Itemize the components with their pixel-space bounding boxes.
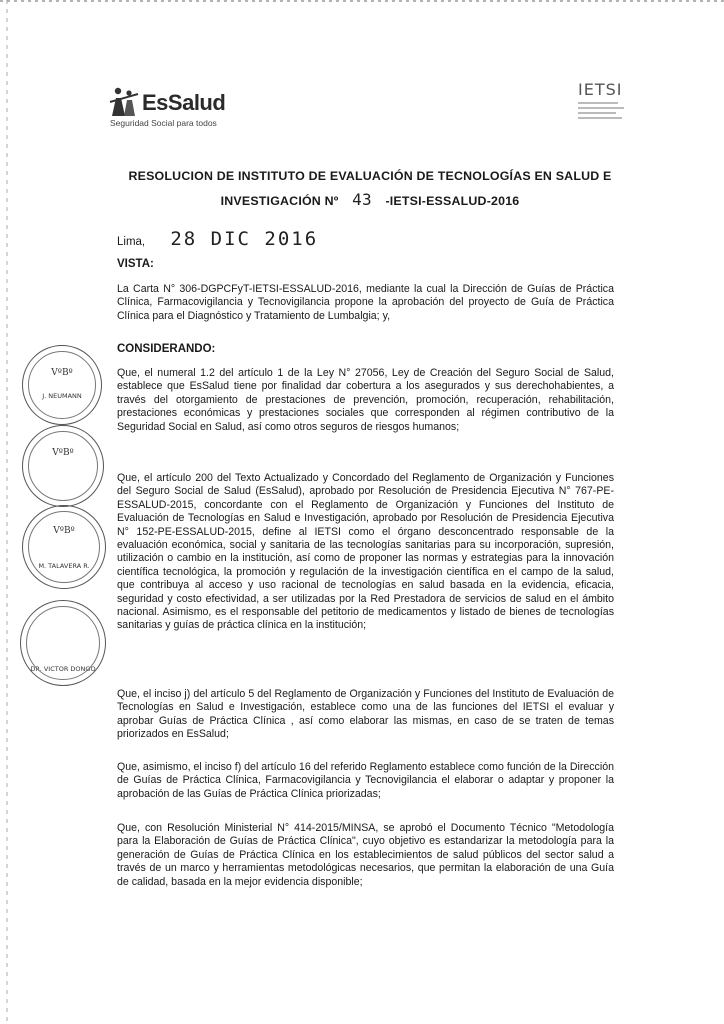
essalud-logo	[108, 86, 268, 134]
resolution-title	[110, 164, 630, 213]
logo-name: EsSalud	[142, 90, 226, 115]
seal-name: DR. VICTOR DONGO	[30, 665, 96, 673]
vista-paragraph: La Carta N° 306-DGPCFyT-IETSI-ESSALUD-2016, mediante la cual la Dirección de Guías de Práctica Clínica, Farmacovigilancia y Tecnovigilancia propone la aprobación del proyecto de Guía de Práctica Clínica para el Diagnóstico y Tratamiento de Lumbalgia; y,	[117, 283, 614, 322]
logo-tagline: Seguridad Social para todos	[110, 118, 217, 128]
title-prefix: INVESTIGACIÓN Nº	[220, 194, 339, 208]
paragraph-2: Que, el artículo 200 del Texto Actualizado y Concordado del Reglamento de Organización y Funciones del Seguro Social de Salud (EsSalud), aprobado por Resolución de Presidencia Ejecutiva N° 767-PE-ESSALUD-2015, concordante con el Reglamento de Organización y Funciones del Instituto de Evaluación de Tecnologías en Salud e Investigación, aprobado por Resolución de Presidencia Ejecutiva N° 152-PE-ESSALUD-2015, define al IETSI como el órgano desconcentrado responsable de la evaluación económica, social y sanitaria de las tecnologías sanitarias para su incorporación, supresión, utilización o cambio en la institución, así como de proponer las normas y estrategias para la innovación científica tecnológica, la promoción y regulación de la investigación científica en el campo de la salud, que contribuya al acceso y uso racional de tecnologías en salud basada en la evidencia, eficacia, seguridad y costo efectividad, a ser utilizadas por la Red Prestadora de servicios de salud en el ámbito nacional. Asimismo, es el responsable del petitorio de medicamentos y listado de bienes de tecnologías sanitarias y guías de práctica clínica en la institución;	[117, 472, 614, 632]
paragraph-3: Que, el inciso j) del artículo 5 del Reglamento de Organización y Funciones del Instituto de Evaluación de Tecnologías en Salud e Investigación, establece como una de las funciones del IETSI el evaluar y aprobar Guías de Práctica Clínica , así como elaborar las mismas, en caso de se traten de temas priorizados en EsSalud;	[117, 688, 614, 741]
seal-name: M. TALAVERA R.	[38, 562, 90, 570]
ietsi-logo	[578, 80, 638, 136]
approval-seal-4	[20, 600, 106, 686]
ietsi-name: IETSI	[578, 80, 623, 99]
seal-name: J. NEUMANN	[42, 392, 82, 400]
title-line-2	[110, 188, 630, 213]
paragraph-1: Que, el numeral 1.2 del artículo 1 de la Ley N° 27056, Ley de Creación del Seguro Social de Salud, establece que EsSalud tiene por finalidad dar cobertura a los asegurados y sus derechohabientes, a través del otorgamiento de prestaciones de prevención, promoción, recuperación, rehabilitación, prestaciones económicas y prestaciones sociales que corresponden al régimen contributivo de la Seguridad Social en Salud, así como otros seguros de riesgos humanos;	[117, 367, 614, 433]
approval-seal-1	[22, 345, 102, 425]
approval-seal-2	[22, 425, 104, 507]
resolution-number: 43	[352, 190, 372, 209]
scan-edge-left	[6, 0, 8, 1024]
paragraph-4: Que, asimismo, el inciso f) del artículo 16 del referido Reglamento establece como función de la Dirección de Guías de Práctica Clínica, Farmacovigilancia y Tecnovigilancia el elaborar o adaptar y proponer la aprobación de las Guías de Práctica Clínica priorizadas;	[117, 761, 614, 800]
scan-edge-top	[0, 0, 724, 2]
date-stamp: 28 DIC 2016	[170, 228, 319, 250]
title-line-1: RESOLUCION DE INSTITUTO DE EVALUACIÓN DE TECNOLOGÍAS EN SALUD E	[128, 169, 612, 183]
ietsi-subtitle-lines	[578, 102, 638, 119]
date-line	[117, 228, 318, 250]
seal-vb: VºBº	[51, 368, 73, 378]
approval-seal-3	[22, 505, 106, 589]
seal-vb: VºBº	[53, 526, 75, 536]
title-suffix: -IETSI-ESSALUD-2016	[385, 194, 520, 208]
seal-vb: VºBº	[52, 448, 74, 458]
considerando-heading: CONSIDERANDO:	[117, 343, 216, 355]
essalud-family-icon	[108, 86, 142, 118]
date-label: Lima,	[117, 236, 146, 248]
paragraph-5: Que, con Resolución Ministerial N° 414-2015/MINSA, se aprobó el Documento Técnico "Metodología para la Elaboración de Guías de Práctica Clínica", cuyo objetivo es estandarizar la metodología para la generación de Guías de Práctica Clínica en los establecimientos de salud públicos del sector salud a través de un marco y herramientas metodológicas necesarios, que permitan la elaboración de una Guía de calidad, basada en la mejor evidencia disponible;	[117, 822, 614, 888]
vista-heading: VISTA:	[117, 258, 154, 270]
